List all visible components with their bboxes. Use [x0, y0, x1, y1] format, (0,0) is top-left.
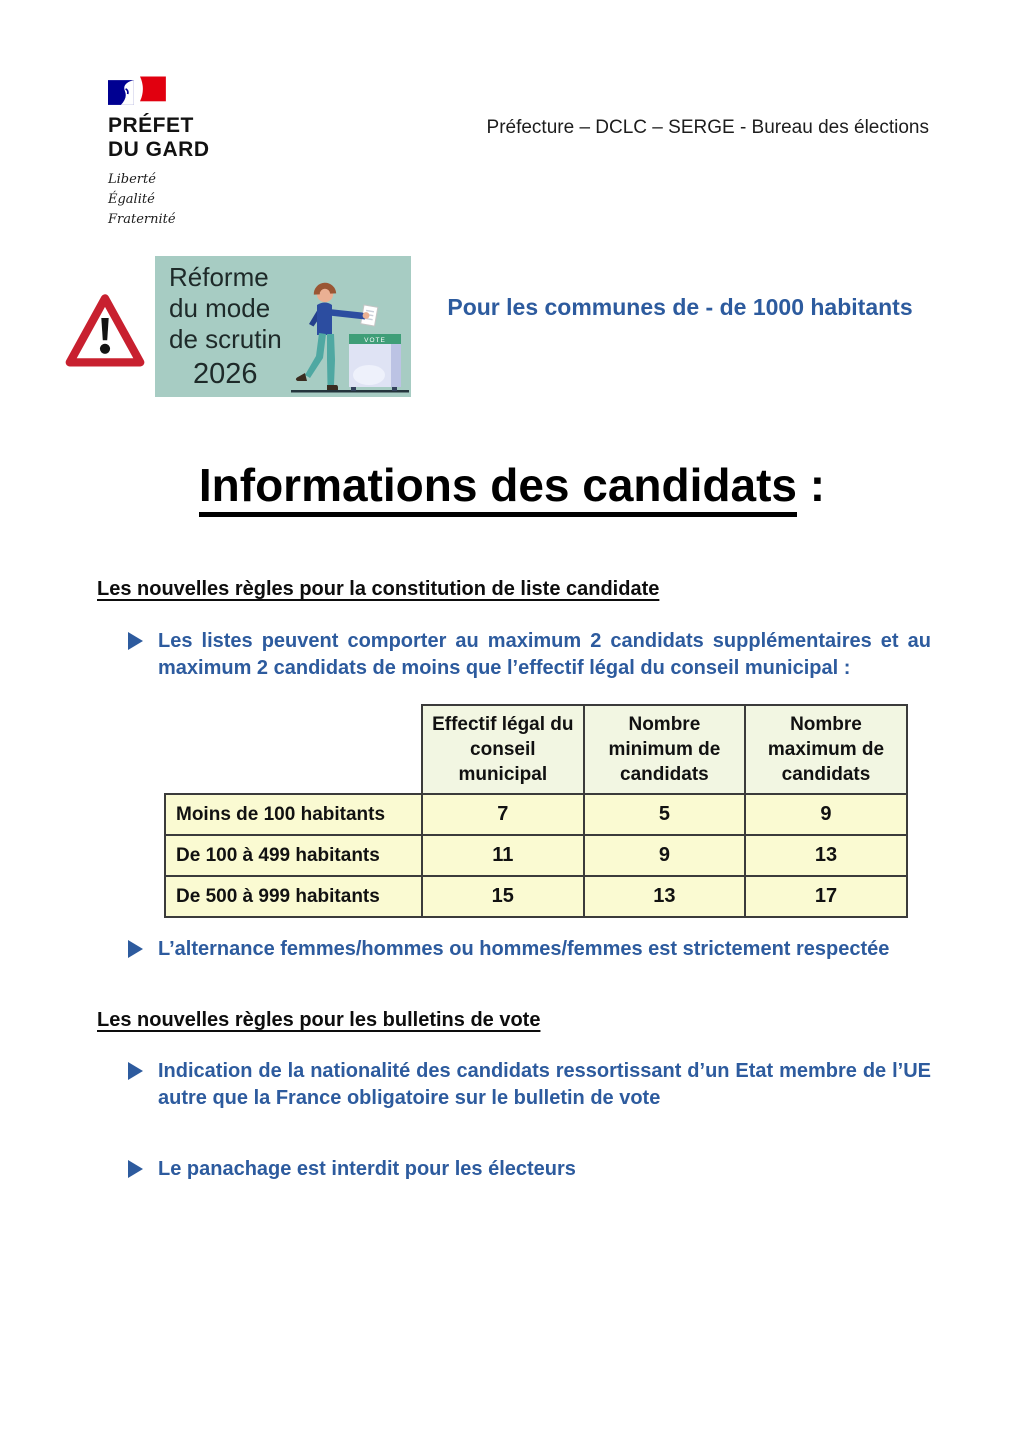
section-heading-liste-candidate: Les nouvelles règles pour la constitution de liste candidate [97, 578, 660, 600]
page-title [0, 458, 1024, 512]
col-header-effectif: Effectif légal du conseil municipal [422, 705, 584, 794]
bullet-text: Les listes peuvent comporter au maximum 2 candidats supplémentaires et au maximum 2 candidats de moins que l’effectif légal du conseil municipal : [158, 630, 931, 679]
banner-title-line1: Réforme [169, 262, 269, 292]
republic-motto [108, 170, 328, 230]
banner-title [169, 262, 282, 356]
table-row [165, 794, 907, 835]
page-title-underlined: Informations des candidats [199, 459, 797, 517]
table-row [165, 876, 907, 917]
banner-title-line3: de scrutin [169, 324, 282, 355]
bullet-alternance [128, 936, 931, 963]
table-header-row [165, 705, 907, 794]
bullet-text: Indication de la nationalité des candidats ressortissant d’un Etat membre de l’UE autre que la France obligatoire sur le bulletin de vote [158, 1060, 931, 1109]
bullet-panachage [128, 1156, 931, 1183]
page-title-suffix: : [797, 459, 826, 511]
bullet-arrow-icon [128, 1062, 143, 1080]
bullet-max-candidats [128, 628, 931, 682]
prefecture-name-line1: PRÉFET [108, 114, 194, 137]
warning-triangle-icon [64, 284, 146, 380]
cell-value: 13 [584, 876, 746, 917]
service-line: Préfecture – DCLC – SERGE - Bureau des élections [486, 117, 929, 138]
banner-title-line2: du mode [169, 293, 271, 324]
voting-illustration [289, 269, 411, 397]
bullet-arrow-icon [128, 1160, 143, 1178]
prefecture-name [108, 114, 328, 161]
motto-line1: Liberté [108, 172, 156, 188]
row-label: De 500 à 999 habitants [165, 876, 422, 917]
col-header-minimum: Nombre minimum de candidats [584, 705, 746, 794]
cell-value: 9 [584, 835, 746, 876]
banner-year: 2026 [193, 358, 258, 390]
reform-banner [155, 256, 411, 397]
table-row [165, 835, 907, 876]
motto-line2: Égalité [108, 192, 155, 208]
vote-box-label: VOTE [364, 337, 386, 344]
french-flag-marianne-icon [108, 76, 170, 108]
cell-value: 5 [584, 794, 746, 835]
cell-value: 11 [422, 835, 584, 876]
bullet-arrow-icon [128, 940, 143, 958]
cell-value: 17 [745, 876, 907, 917]
col-header-maximum: Nombre maximum de candidats [745, 705, 907, 794]
row-label: De 100 à 499 habitants [165, 835, 422, 876]
bullet-text: L’alternance femmes/hommes ou hommes/femmes est strictement respectée [158, 938, 890, 960]
cell-value: 9 [745, 794, 907, 835]
cell-value: 15 [422, 876, 584, 917]
row-label: Moins de 100 habitants [165, 794, 422, 835]
cell-value: 7 [422, 794, 584, 835]
section-heading-bulletins-vote: Les nouvelles règles pour les bulletins de vote [97, 1009, 541, 1031]
bullet-arrow-icon [128, 632, 143, 650]
prefecture-name-line2: DU GARD [108, 137, 210, 161]
cell-value: 13 [745, 835, 907, 876]
bullet-nationalite [128, 1058, 931, 1112]
prefecture-logo [108, 76, 328, 230]
audience-subtitle: Pour les communes de - de 1000 habitants [447, 294, 913, 320]
motto-line3: Fraternité [108, 212, 176, 228]
candidates-table [164, 704, 908, 918]
table-corner-cell [165, 705, 422, 794]
bullet-text: Le panachage est interdit pour les électeurs [158, 1158, 576, 1180]
